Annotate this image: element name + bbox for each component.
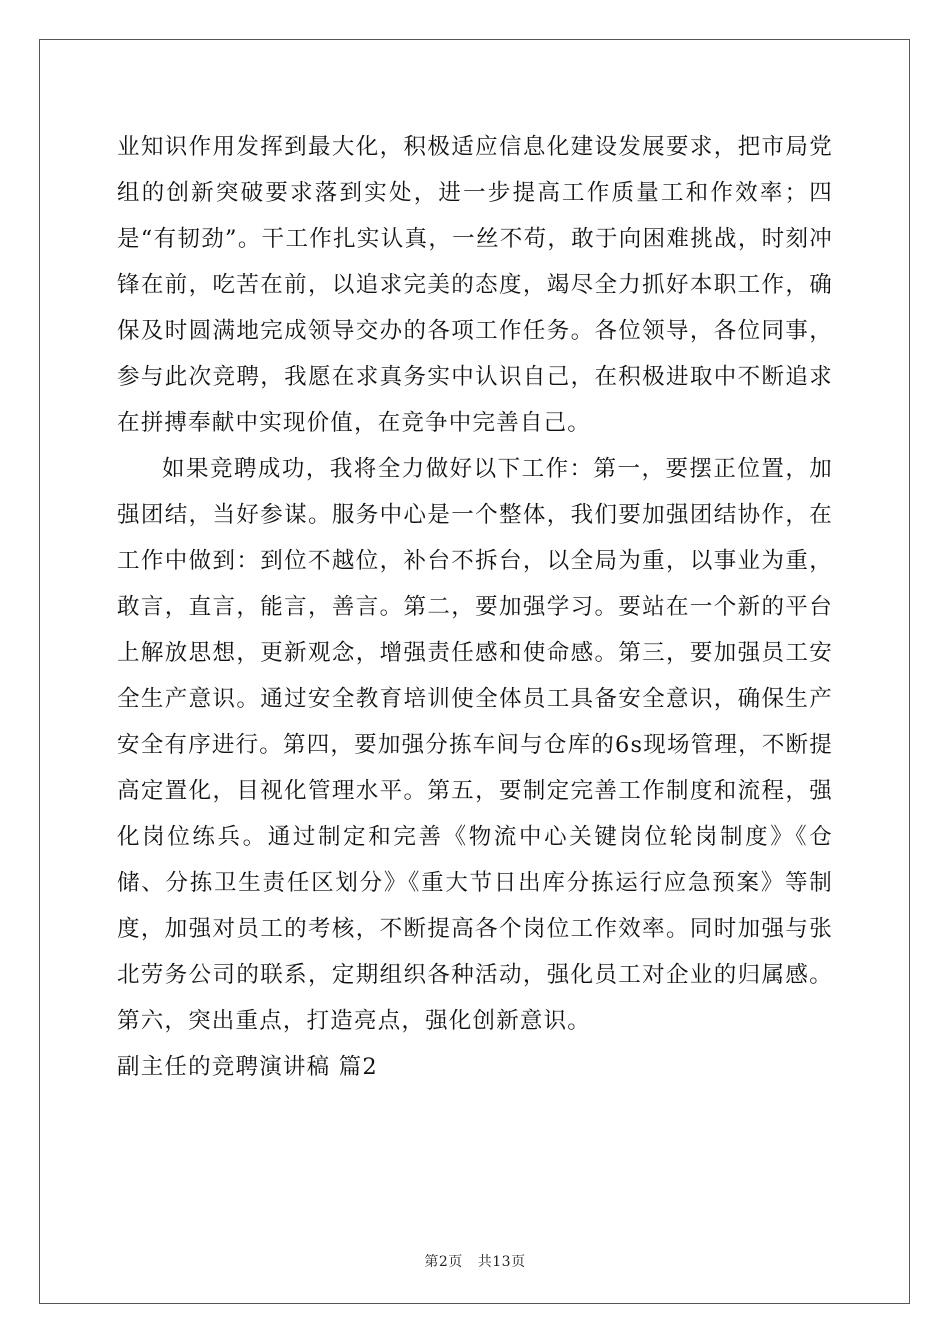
paragraph-continued: 业知识作用发挥到最大化，积极适应信息化建设发展要求，把市局党组的创新突破要求落到实处，进一步提高工作质量工和作效率；四是“有韧劲”。干工作扎实认真，一丝不苟，敢于向困难挑战，时刻冲锋在前，吃苦在前，以追求完美的态度，竭尽全力抓好本职工作，确保及时圆满地完成领导交办的各项工作任务。各位领导，各位同事，参与此次竞聘，我愿在求真务实中认识自己，在积极进取中不断追求在拼搏奉献中实现价值，在竞争中完善自己。 — [117, 134, 833, 436]
total-pages: 共13页 — [477, 1254, 526, 1270]
page-number: 第2页 — [424, 1254, 463, 1270]
section-heading: 副主任的竞聘演讲稿 篇2 — [117, 1054, 378, 1080]
page-footer — [0, 1251, 950, 1271]
document-body — [117, 124, 833, 1090]
paragraph-work-plan: 如果竞聘成功，我将全力做好以下工作：第一，要摆正位置，加强团结，当好参谋。服务中心是一个整体，我们要加强团结协作，在工作中做到：到位不越位，补台不拆台，以全局为重，以事业为重，敢言，直言，能言，善言。第二，要加强学习。要站在一个新的平台上解放思想，更新观念，增强责任感和使命感。第三，要加强员工安全生产意识。通过安全教育培训使全体员工具备安全意识，确保生产安全有序进行。第四，要加强分拣车间与仓库的6s现场管理，不断提高定置化，目视化管理水平。第五，要制定完善工作制度和流程，强化岗位练兵。通过制定和完善《物流中心关键岗位轮岗制度》《仓储、分拣卫生责任区划分》《重大节日出库分拣运行应急预案》等制度，加强对员工的考核，不断提高各个岗位工作效率。同时加强与张北劳务公司的联系，定期组织各种活动，强化员工对企业的归属感。第六，突出重点，打造亮点，强化创新意识。 — [117, 456, 833, 1034]
